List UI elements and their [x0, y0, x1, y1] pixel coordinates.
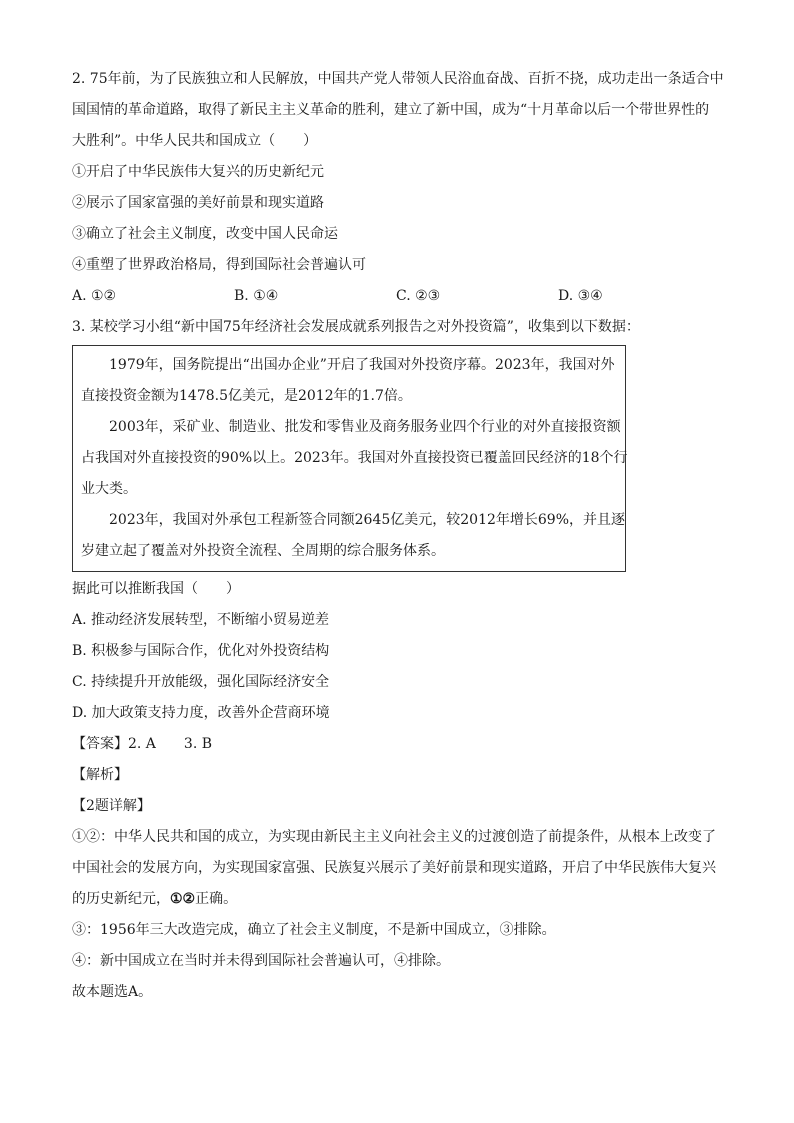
question-2-item-4: ④重塑了世界政治格局，得到国际社会普遍认可	[72, 257, 366, 273]
data-material-box	[72, 345, 626, 572]
question-2-stem-line-3: 大胜利”。中华人民共和国成立（ ）	[72, 133, 318, 149]
question-2-item-3: ③确立了社会主义制度，改变中国人民命运	[72, 226, 338, 242]
analysis-p2: ③：1956年三大改造完成，确立了社会主义制度，不是新中国成立，③排除。	[72, 922, 556, 938]
analysis-p1-bold-marker: ①②	[170, 891, 196, 907]
question-3-stem: 3. 某校学习小组“新中国75年经济社会发展成就系列报告之对外投资篇”，收集到以下数据：	[72, 319, 640, 335]
analysis-sub-label: 【2题详解】	[72, 798, 151, 814]
question-3-option-d: D. 加大政策支持力度，改善外企营商环境	[72, 705, 330, 721]
analysis-p1-line-1: ①②：中华人民共和国的成立，为实现由新民主主义向社会主义的过渡创造了前提条件，从根本上改变了	[72, 829, 716, 845]
material-line-3: 2003年，采矿业、制造业、批发和零售业及商务服务业四个行业的对外直接报资额	[109, 419, 621, 435]
question-2-option-b: B. ①④	[234, 288, 279, 304]
answer-text: 2. A 3. B	[128, 736, 213, 752]
question-2-item-2: ②展示了国家富强的美好前景和现实道路	[72, 195, 324, 211]
analysis-conclusion: 故本题选A。	[72, 984, 153, 1000]
analysis-label: 【解析】	[72, 767, 128, 783]
material-line-5: 业大类。	[81, 481, 137, 497]
question-2-option-d: D. ③④	[558, 288, 603, 304]
question-3-prompt: 据此可以推断我国（ ）	[72, 581, 240, 597]
analysis-section	[72, 760, 722, 1008]
question-2-stem-line-2: 国国情的革命道路，取得了新民主主义革命的胜利，建立了新中国，成为“十月革命以后一个带世界性的	[72, 102, 710, 118]
analysis-p1-suffix: 正确。	[195, 891, 238, 907]
document-page	[72, 64, 722, 1008]
answer-label: 【答案】	[72, 736, 128, 752]
question-2-options	[72, 281, 722, 312]
analysis-p1-line-3	[72, 884, 722, 915]
material-line-6: 2023年，我国对外承包工程新签合同额2645亿美元，较2012年增长69%，并且逐	[109, 512, 626, 528]
material-line-1: 1979年，国务院提出“出国办企业”开启了我国对外投资序幕。2023年，我国对外	[109, 357, 615, 373]
question-2-option-a: A. ①②	[72, 288, 117, 304]
question-3	[72, 312, 722, 729]
material-line-7: 岁建立起了覆盖对外投资全流程、全周期的综合服务体系。	[81, 543, 445, 559]
analysis-p3: ④：新中国成立在当时并未得到国际社会普遍认可，④排除。	[72, 953, 450, 969]
question-2-item-1: ①开启了中华民族伟大复兴的历史新纪元	[72, 164, 324, 180]
question-2-option-c: C. ②③	[396, 288, 441, 304]
analysis-p1-prefix: 的历史新纪元，	[72, 891, 170, 907]
material-line-4: 占我国对外直接投资的90%以上。2023年。我国对外直接投资已覆盖回民经济的18个行	[81, 450, 628, 466]
question-2-stem-line-1: 2. 75年前，为了民族独立和人民解放，中国共产党人带领人民浴血奋战、百折不挠，成功走出一条适合中	[72, 71, 724, 87]
answer-line	[72, 729, 722, 760]
analysis-p1-line-2: 中国社会的发展方向，为实现国家富强、民族复兴展示了美好前景和现实道路，开启了中华民族伟大复兴	[72, 860, 716, 876]
question-3-option-b: B. 积极参与国际合作，优化对外投资结构	[72, 643, 330, 659]
question-3-option-a: A. 推动经济发展转型，不断缩小贸易逆差	[72, 612, 330, 628]
question-2	[72, 64, 722, 312]
material-line-2: 直接投资金额为1478.5亿美元，是2012年的1.7倍。	[81, 388, 412, 404]
question-3-option-c: C. 持续提升开放能级，强化国际经济安全	[72, 674, 330, 690]
